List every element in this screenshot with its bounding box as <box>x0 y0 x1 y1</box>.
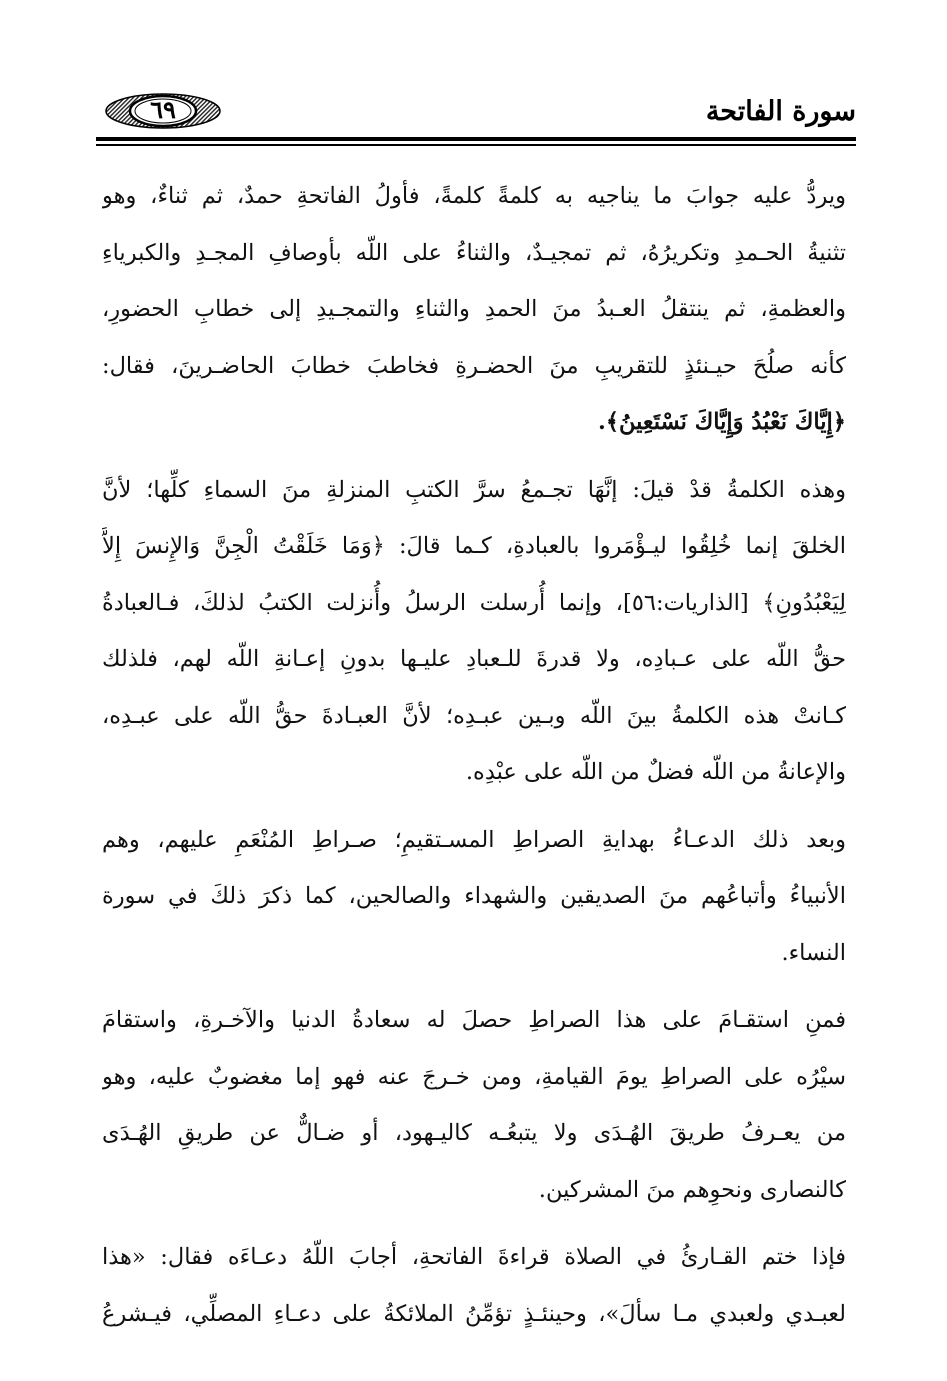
text-line: لِيَعْبُدُونِ﴾ [الذاريات:٥٦]، وإنما أُرسلت الرسلُ وأُنزلت الكتبُ لذلكَ، فـالعبادةُ <box>102 589 846 616</box>
text-line: وبعد ذلك الدعـاءُ بهدايةِ الصراطِ المسـتقيمِ؛ صـراطِ المُنْعَمِ عليهم، وهم <box>102 826 846 853</box>
text-line: من يعـرفُ طريقَ الهُـدَى ولا يتبعُـه كاليـهود، أو ضـالٌّ عن طريقِ الهُـدَى <box>102 1120 846 1146</box>
paragraph <box>102 992 846 1218</box>
text-line: فإذا ختم القـارئُ في الصلاة قراءةَ الفاتحةِ، أجابَ اللّهُ دعـاءَه فقال: «هذا <box>102 1244 846 1270</box>
page-number-ornament <box>104 92 222 130</box>
text-line: وهذه الكلمةُ قدْ قيلَ: إنَّهَا تجـمعُ سرَّ الكتبِ المنزلةِ منَ السماءِ كلِّها؛ لأنَّ <box>102 476 846 503</box>
text-line: تثنيةُ الحـمدِ وتكريرُهُ، ثم تمجيـدٌ، والثناءُ على اللّه بأوصافِ المجـدِ والكبرياءِ <box>102 239 846 266</box>
page-number: ٦٩ <box>150 95 176 124</box>
text-line: النساء. <box>781 939 846 966</box>
paragraph <box>102 168 846 451</box>
text-line: ويردُّ عليه جوابَ ما يناجيه به كلمةً كلمةً، فأولُ الفاتحةِ حمدٌ، ثم ثناءٌ، وهو <box>102 183 846 209</box>
text-line: والعظمةِ، ثم ينتقلُ العـبدُ منَ الحمدِ والثناءِ والتمجـيدِ إلى خطابِ الحضورِ، <box>102 296 846 322</box>
text-line: حقُّ اللّه على عـبادِه، ولا قدرةَ للـعبادِ عليـها بدونِ إعـانةِ اللّه لهم، فلذلك <box>102 646 846 672</box>
paragraph <box>102 1229 846 1342</box>
text-line: كأنه صلُحَ حيـنئذٍ للتقريبِ منَ الحضـرةِ فخاطبَ خطابَ الحاضـرينَ، فقال: <box>102 352 846 379</box>
text-line: فمنِ استقـامَ على هذا الصراطِ حصلَ له سعادةُ الدنيا والآخـرةِ، واستقامَ <box>102 1007 846 1033</box>
paragraph <box>102 812 846 982</box>
header-rule-thick <box>96 137 856 141</box>
text-line: الخلقَ إنما خُلِقُوا ليـؤْمَروا بالعبادةِ، كـما قالَ: ﴿وَمَا خَلَقْتُ الْجِنَّ وَالإِنسَ إِلاَّ <box>102 533 846 559</box>
header-rule-thin <box>96 144 856 146</box>
text-line: الأنبياءُ وأتباعُهم منَ الصديقين والشهداء والصالحين، كما ذكرَ ذلكَ في سورة <box>102 883 846 909</box>
text-line: سيْرُه على الصراطِ يومَ القيامةِ، ومن خـرجَ عنه فهو إما مغضوبٌ عليه، وهو <box>102 1063 846 1090</box>
paragraph <box>102 462 846 801</box>
page-header <box>96 88 856 148</box>
text-line: لعبـدي ولعبدي مـا سألَ»، وحينئـذٍ تؤمِّنُ الملائكةُ على دعـاءِ المصلِّي، فيـشرعُ <box>102 1300 846 1327</box>
text-line: كـانتْ هذه الكلمةُ بينَ اللّه وبـين عبـدِه؛ لأنَّ العبـادةَ حقُّ اللّه على عبـدِه، <box>102 702 846 729</box>
text-line: والإعانةُ من اللّه فضلٌ من اللّه على عبْدِه. <box>465 759 846 785</box>
surah-title: سورة الفاتحة <box>705 96 856 127</box>
text-line: كالنصارى ونحوِهم منَ المشركين. <box>538 1176 846 1203</box>
page-body <box>102 168 846 1353</box>
quran-verse-line: ﴿إِيَّاكَ نَعْبُدُ وَإِيَّاكَ نَسْتَعِينُ﴾. <box>597 409 846 435</box>
